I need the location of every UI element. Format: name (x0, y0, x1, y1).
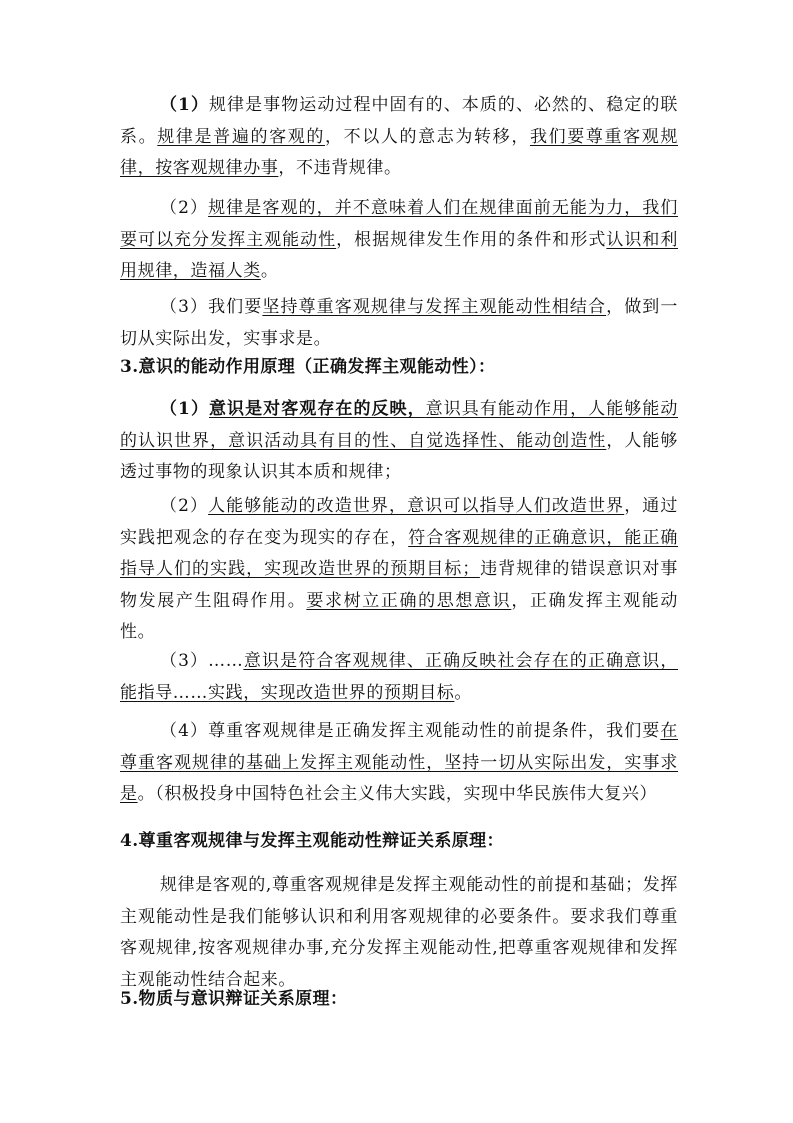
text: 规律是事物运动过程中固有的、本质的、必然的、稳定的联系。 (120, 95, 678, 147)
item-label: （1） (160, 399, 209, 419)
underlined-text: 坚持尊重客观规律与发挥主观能动性相结合 (262, 297, 607, 317)
text: ，做到一切从实际出发，实事求是。 (120, 297, 678, 349)
paragraph-consciousness-2 (120, 491, 678, 649)
text: 我们要 (208, 297, 263, 317)
text: 。 (260, 261, 279, 281)
underlined-text: 要求树立正确的思想意识 (306, 590, 512, 611)
paragraph-law-1 (120, 90, 678, 185)
item-label: （2） (160, 496, 209, 516)
underlined-text: 人能够能动的改造世界，意识可以指导人们改造世界 (208, 496, 625, 516)
text: ，不违背规律。 (278, 158, 402, 178)
item-label: （4） (160, 721, 209, 741)
text: ，根据规律发生作用的条件和形式 (336, 229, 607, 250)
text: …… (208, 651, 244, 671)
text: ，正确发挥主观能动性。 (120, 590, 678, 642)
item-label: （1） (160, 95, 209, 115)
section-heading-4: 4.尊重客观规律与发挥主观能动性辩证关系原理： (120, 831, 504, 851)
underlined-text: 意识是符合客观规律、正确反映社会存在的正确意识，能指导……实践，实现改造世界的预期目标 (120, 651, 678, 703)
underlined-text: 认识和利用规律，造福人类 (120, 229, 678, 281)
underlined-text: 意识具有能动作用，人能够能动的认识世界，意识活动具有目的性、自觉选择性、能动创造性 (120, 399, 678, 451)
text: ，人能够透过事物的现象认识其本质和规律； (120, 430, 678, 482)
section-heading-3: 3.意识的能动作用原理（正确发挥主观能动性）： (120, 357, 496, 377)
item-label: （3） (160, 297, 209, 317)
paragraph-law-3 (120, 292, 678, 355)
text: ，不以人的意志为转移， (324, 126, 530, 147)
underlined-text: 在尊重客观规律的基础上发挥主观能动性，坚持一切从实际出发，实事求是 (120, 721, 678, 804)
underlined-text: 规律是客观的，并不意味着人们在规律面前无能为力，我们要可以充分发挥主观能动性 (120, 198, 678, 250)
paragraph-consciousness-4 (120, 716, 678, 811)
underlined-bold-text: 意识是对客观存在的反映， (209, 399, 426, 419)
item-label: （2） (160, 198, 209, 218)
text: 。 (454, 682, 473, 703)
paragraph-consciousness-3 (120, 646, 678, 709)
text: 违背规律的错误意识对事物发展产生阻碍作用。 (120, 559, 679, 611)
item-label: （3） (160, 651, 209, 671)
paragraph-law-2 (120, 193, 678, 288)
section-heading-5: 5.物质与意识辩证关系原理： (120, 989, 348, 1009)
text: ，通过实践把观念的存在变为现实的存在， (120, 496, 678, 548)
underlined-text: 符合客观规律的正确意识，能正确指导人们的实践，实现改造世界的预期目标； (120, 527, 679, 579)
text: 。（积极投身中国特色社会主义伟大实践，实现中华民族伟大复兴） (137, 784, 658, 804)
underlined-text: 我们要尊重客观规律，按客观规律办事 (120, 126, 678, 178)
paragraph-consciousness-1 (120, 394, 678, 489)
paragraph-dialectic: 规律是客观的,尊重客观规律是发挥主观能动性的前提和基础；发挥主观能动性是我们能够认识和利用客观规律的必要条件。要求我们尊重客观规律,按客观规律办事,充分发挥主观能动性,把尊重客观规律和发挥主观能动性结合起来。 (120, 875, 678, 990)
underlined-text: 规律是普遍的客观的 (157, 126, 325, 147)
text: 尊重客观规律是正确发挥主观能动性的前提条件，我们要 (208, 721, 661, 741)
